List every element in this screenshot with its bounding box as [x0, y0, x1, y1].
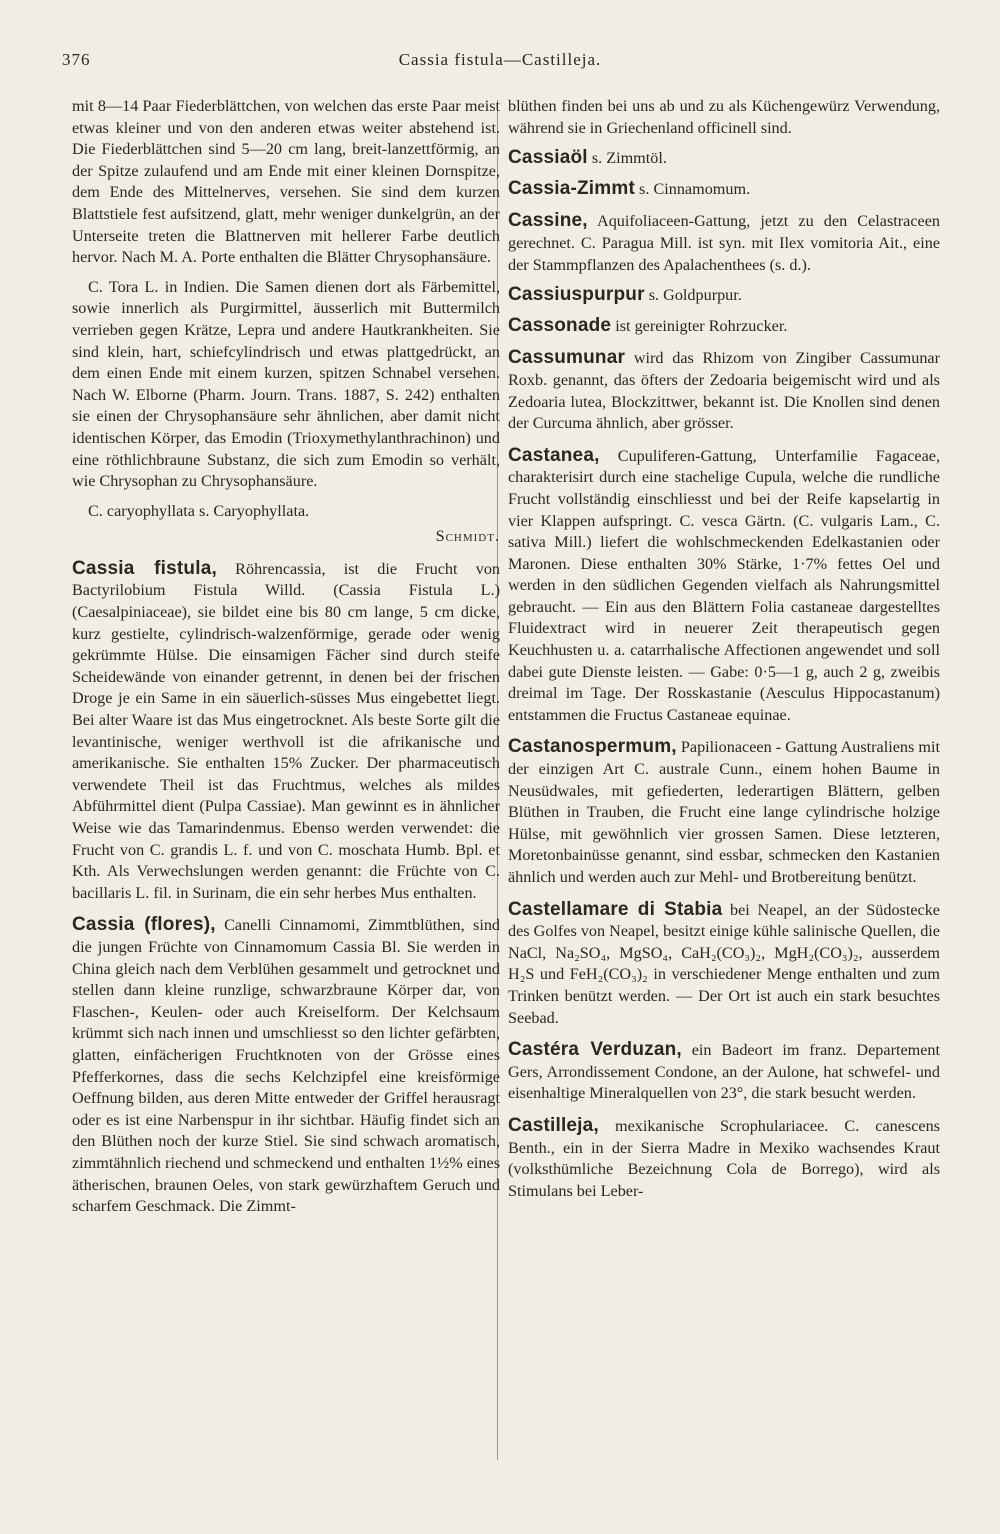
entry-text: Papilionaceen - Gattung Australiens mit der einzigen Art C. australe Cunn., einem hohen Baume in Neusüdwales, mit gefiederten, lederartigen Blättern, gelben Blüthen in Trauben, die Frucht eine lange cylindrische holzige Hülse, mit gewöhnlich vier grossen Samen. Diese letzteren, Moretonbainüsse genannt, sind essbar, schmecken den Kastanien ähnlich und werden auch zur Mehl- und Brotbereitung benützt. — [508, 738, 940, 886]
entry-headword: Cassia (flores), — [72, 914, 216, 936]
entry-headword: Castanospermum, — [508, 736, 677, 758]
entry-cassonade — [508, 315, 940, 338]
author-signature: Schmidt. — [435, 527, 500, 546]
entry-castera-verduzan — [508, 1039, 940, 1105]
entry-headword: Castéra Verduzan, — [508, 1039, 682, 1061]
entry-castellamare — [508, 899, 940, 1030]
entry-cassia-fistula — [72, 558, 500, 905]
entry-text: ist gereinigter Rohrzucker. — [615, 316, 788, 335]
entry-text: Cupuliferen-Gattung, Unterfamilie Fagaceae, charakterisirt durch eine stachelige Cupula, welche die rundliche Frucht vollständig einschliesst und bei der Reife kapselartig in vier Klappen aufspringt. C. vesca Gärtn. (C. vulgaris Lam., C. sativa Mill.) liefert die wohlschmeckenden Edelkastanien oder Maronen. Diese enthalten 30% Stärke, 1·7% fettes Oel und werden in den südlichen Gegenden vielfach als Nahrungsmittel gebraucht. — Ein aus den Blättern Folia castaneae dargestelltes Fluidextract wird in neuerer Zeit therapeutisch gegen Keuchhusten u. a. catarrhalische Affectionen angewendet und soll dabei gute Dienste leisten. — Gabe: 0·5—1 g, auch 2 g, zweibis dreimal im Tage. Der Rosskastanie (Aesculus Hippocastanum) entstammen die Fructus Castaneae equinae. — [508, 446, 940, 724]
entry-castilleja — [508, 1115, 940, 1202]
right-column — [508, 96, 940, 1210]
entry-text: bei Neapel, an der Südostecke des Golfes von Neapel, besitzt einige kühle salinische Quellen, die NaCl, Na₂SO₄, MgSO₄, CaH₂(CO₃)₂, MgH₂(CO₃)₂, ausserdem H₂S und FeH₂(CO₃)₂ in verschiedener Menge enthalten und zum Trinken benützt werden. — Der Ort ist auch ein stark besuchtes Seebad. — [508, 900, 940, 1027]
page-header — [0, 50, 1000, 78]
entry-text: Röhrencassia, ist die Frucht von Bactyrilobium Fistula Willd. (Cassia Fistula L.) (Caesalpiniaceae), sie bildet eine bis 80 cm lange, 5 cm dicke, kurz gestielte, cylindrisch-walzenförmige, gerade oder wenig gekrümmte Hülse. Die einsamigen Fächer sind durch steife Scheidewände von einander getrennt, in denen bei der frischen Droge je ein Same in ein säuerlich-süsses Mus eingebettet liegt. Bei alter Waare ist das Mus eingetrocknet. Als beste Sorte gilt die levantinische, weniger werthvoll ist die afrikanische und amerikanische. Sie enthalten 15% Zucker. Der pharmaceutisch verwendete Theil ist das Fruchtmus, welches als mildes Abführmittel dient (Pulpa Cassiae). Man gewinnt es in ähnlicher Weise wie das Tamarindenmus. Ebenso werden verwendet: die Frucht von C. grandis L. f. und von C. moschata Humb. Bpl. et Kth. Als Verwechslungen werden genannt: die Früchte von C. bacillaris L. fil. in Surinam, die ein sehr herbes Mus enthalten. — [72, 559, 501, 902]
entry-headword: Cassiuspurpur — [508, 284, 645, 306]
paragraph: C. caryophyllata s. Caryophyllata. — [88, 501, 310, 520]
entry-text: mexikanische Scrophulariacee. C. canescens Benth., ein in der Sierra Madre in Mexiko wachsendes Kraut (volksthümliche Bezeichnung Cola de Borrego), wird als Stimulans bei Leber- — [508, 1116, 940, 1200]
entry-cassiaoel — [508, 147, 940, 170]
entry-headword: Cassia-Zimmt — [508, 177, 635, 199]
entry-headword: Cassiaöl — [508, 147, 588, 169]
entry-headword: Castellamare di Stabia — [508, 898, 723, 920]
entry-cassine — [508, 210, 940, 276]
entry-text: Aquifoliaceen-Gattung, jetzt zu den Celastraceen gerechnet. C. Paragua Mill. ist syn. mit Ilex vomitoria Ait., eine der Stammpflanzen des Apalachenthees (s. d.). — [508, 212, 940, 274]
entry-cassia-flores — [72, 914, 500, 1217]
entry-headword: Cassonade — [508, 314, 612, 336]
entry-castanospermum — [508, 736, 940, 888]
entry-castanea — [508, 445, 940, 727]
paragraph: C. Tora L. in Indien. Die Samen dienen dort als Färbemittel, sowie innerlich als Purgirmittel, äusserlich mit Buttermilch verrieben gegen Krätze, Lepra und andere Hautkrankheiten. Sie sind klein, hart, schiefcylindrisch und etwas plattgedrückt, an dem einen Ende mit einem kurzen, spitzen Schnabel versehen. Nach W. Elborne (Pharm. Journ. Trans. 1887, S. 242) enthalten sie einen der Chrysophansäure sehr ähnlichen, aber damit nicht identischen Körper, das Emodin (Trioxymethylanthrachinon) und eine röthlichbraune Substanz, die sich zum Emodin so verhält, wie Chrysophan zu Chrysophansäure. — [72, 277, 500, 491]
entry-cassia-zimmt — [508, 178, 940, 201]
paragraph: mit 8—14 Paar Fiederblättchen, von welchen das erste Paar meist etwas kleiner und von den anderen etwas weiter abstehend ist. Die Fiederblättchen sind 5—20 cm lang, breit-lanzettförmig, an der Spitze zulaufend und am Ende mit einer kleinen Dornspitze, dem Ende des Mittelnerves, versehen. Sie sind dem kurzen Blattstiele fest aufsitzend, glatt, mehr weniger dunkelgrün, an der Unterseite treten die Blattnerven mit hellerer Farbe deutlich hervor. Nach M. A. Porte enthalten die Blätter Chrysophansäure. — [72, 97, 500, 267]
entry-cassumunar — [508, 347, 940, 434]
entry-text: Canelli Cinnamomi, Zimmtblüthen, sind die jungen Früchte von Cinnamomum Cassia Bl. Sie werden in China gleich nach dem Verblühen gesammelt und getrocknet und stellen dann kleine runzlige, schwarzbraune Körper dar, von Flaschen-, Keulen- oder auch Kreiselform. Der Kelchsaum krümmt sich nach innen und umschliesst so den lichter gefärbten, glatten, einfächerigen Fruchtknoten von der Grösse eines Pfefferkornes, dass die sechs Kelchzipfel eine kreisförmige Oeffnung bilden, aus deren Mitte entweder der Griffel herausragt oder es ist eine Narbenspur in ihr sichtbar. Häufig findet sich an den Blüthen noch der kurze Stiel. Sie sind schwach aromatisch, zimmtähnlich riechend und schmeckend und enthalten 1½% eines ätherischen, braunen Oeles, von stark gewürzhaftem Geruch und scharfem Geschmack. Die Zimmt- — [72, 916, 501, 1216]
left-column — [72, 96, 500, 1226]
entry-text: s. Cinnamomum. — [639, 179, 751, 198]
page-number: 376 — [62, 50, 91, 69]
entry-text: ein Badeort im franz. Departement Gers, Arrondissement Condone, an der Aulone, hat schwefel- und eisenhaltige Mineralquellen von 23°, die stark besucht werden. — [508, 1041, 941, 1103]
entry-headword: Castanea, — [508, 444, 600, 466]
entry-text: s. Zimmtöl. — [591, 149, 667, 168]
entry-headword: Castilleja, — [508, 1114, 599, 1136]
paragraph: blüthen finden bei uns ab und zu als Küchengewürz Verwendung, während sie in Griechenland officinell sind. — [508, 97, 940, 137]
entry-headword: Cassia fistula, — [72, 557, 217, 579]
entry-cassiuspurpur — [508, 284, 940, 307]
entry-text: s. Goldpurpur. — [648, 286, 742, 305]
running-head: Cassia fistula—Castilleja. — [398, 50, 602, 69]
entry-text: wird das Rhizom von Zingiber Cassumunar Roxb. genannt, das öfters der Zedoaria beigemischt wird und als Zedoaria lutea, Blockzittwer, bekannt ist. Die Knollen sind denen der Curcuma ähnlich, aber grösser. — [508, 349, 941, 433]
entry-headword: Cassumunar — [508, 347, 626, 369]
entry-headword: Cassine, — [508, 210, 588, 232]
